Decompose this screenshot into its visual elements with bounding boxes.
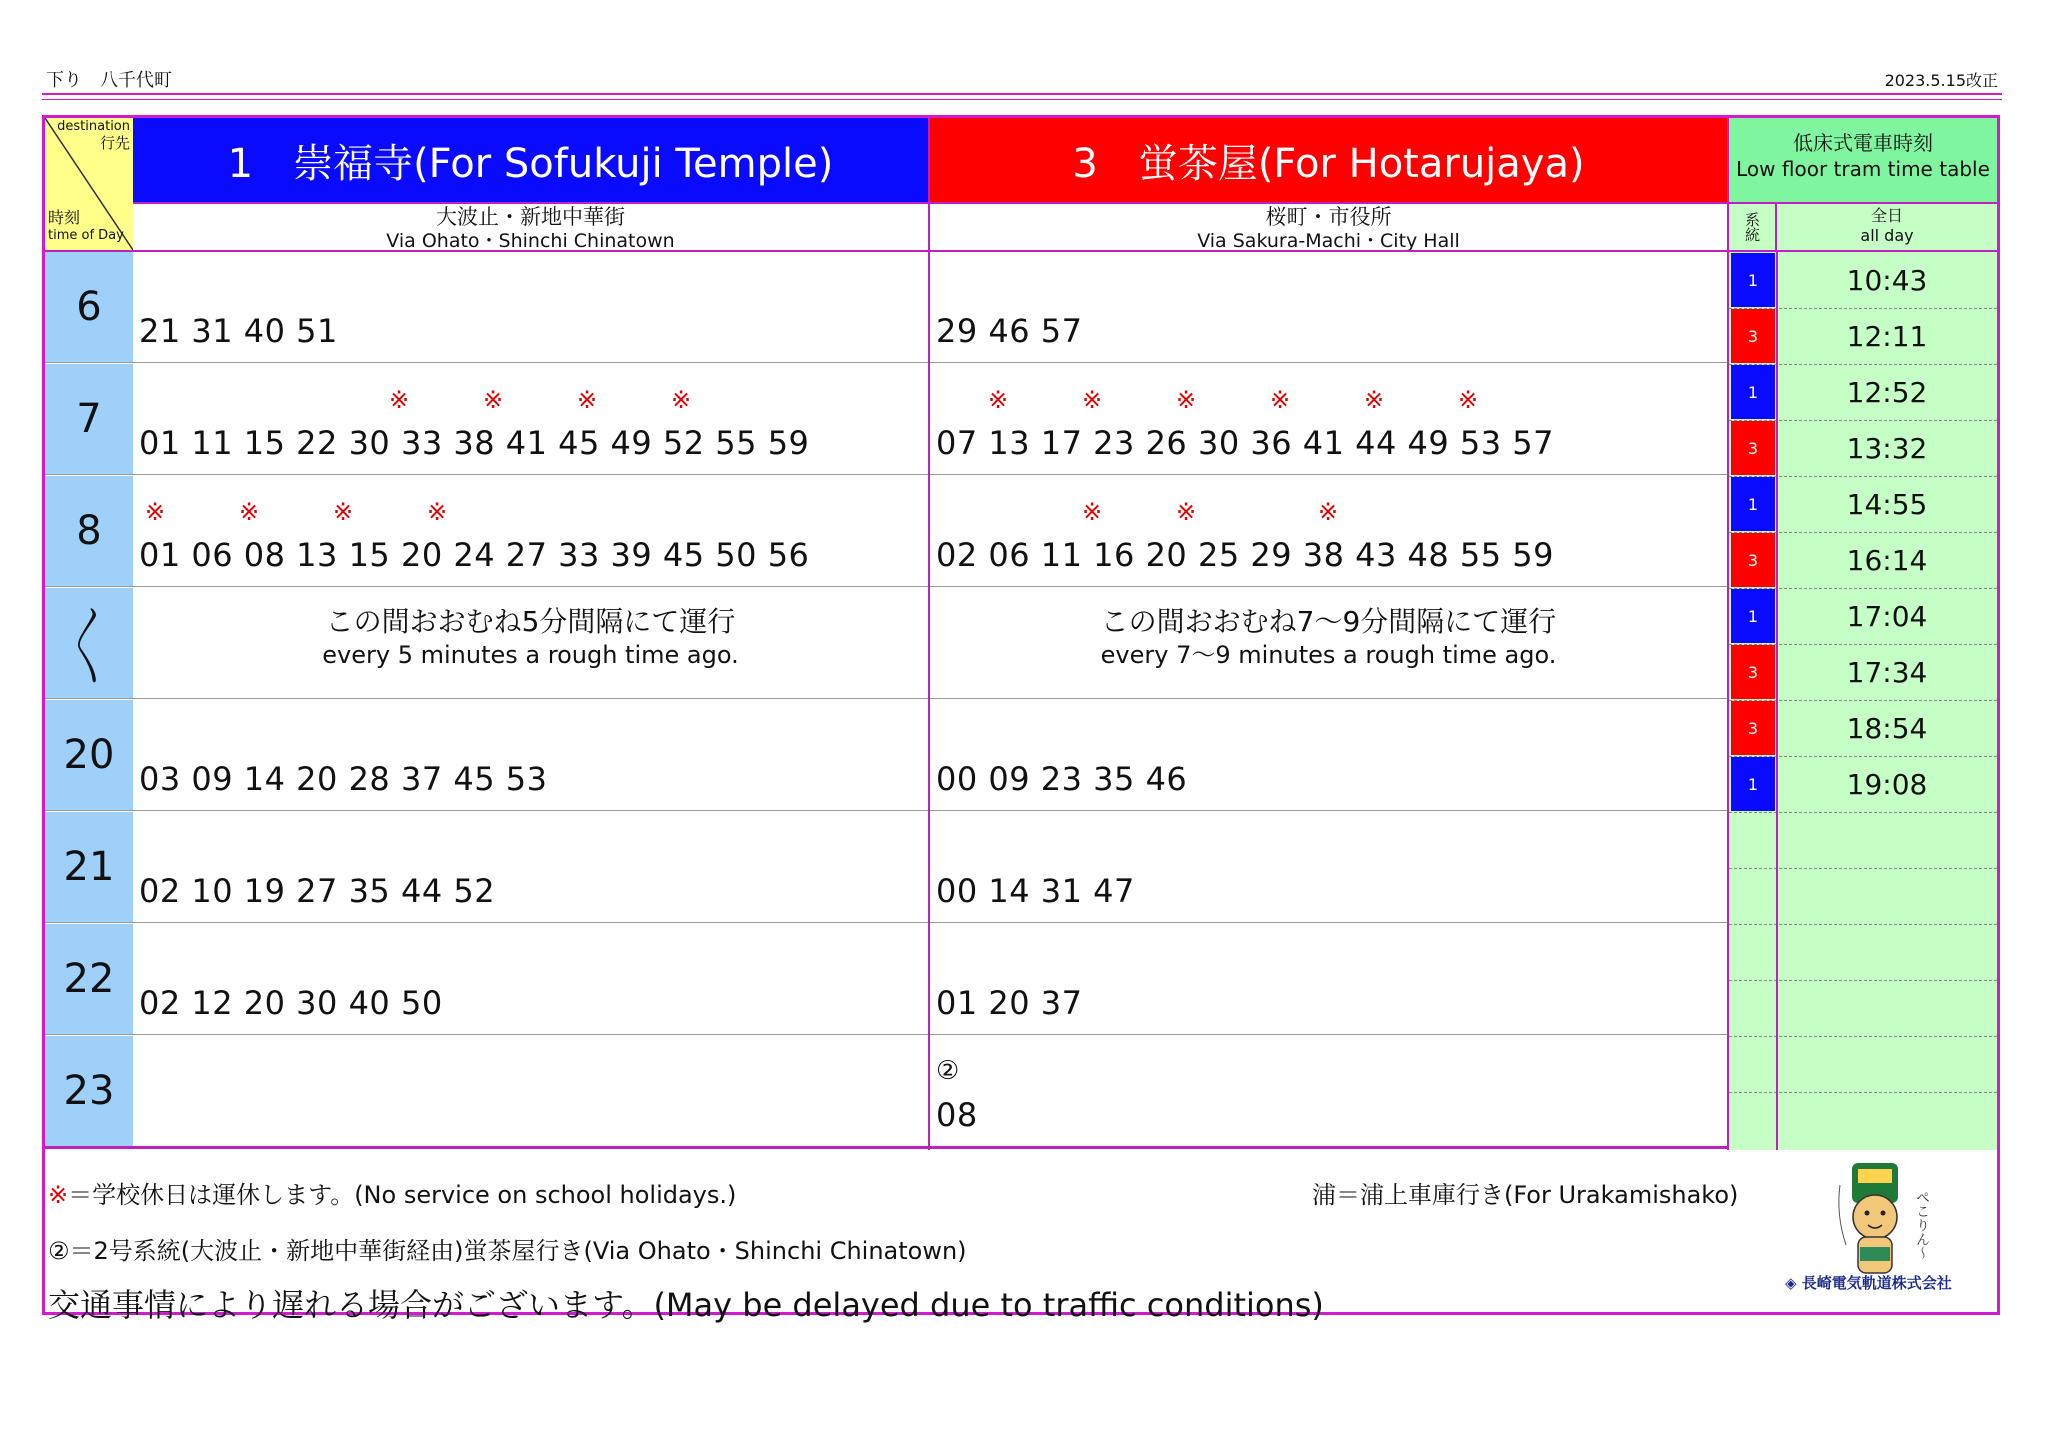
low-floor-column-separator — [1776, 252, 1778, 1150]
minutes-cell-route-3 — [930, 364, 1727, 476]
route-badge: 3 — [1731, 645, 1775, 699]
minutes-cell-route-3 — [930, 812, 1727, 924]
departure-minutes: 01 06 08 13 15 20 24 27 33 39 45 50 56 — [139, 536, 810, 574]
corner-time-ja: 時刻 — [48, 208, 81, 227]
row-divider — [45, 810, 1729, 811]
low-floor-row-divider — [1729, 756, 1997, 757]
departure-minutes: 03 09 14 20 28 37 45 53 — [139, 760, 548, 798]
row-divider — [45, 586, 1729, 587]
minutes-cell-route-3 — [930, 700, 1727, 812]
low-floor-time: 12:52 — [1846, 375, 1928, 409]
low-floor-row — [1729, 1092, 1997, 1148]
school-holiday-mark: ※ — [1176, 498, 1197, 526]
low-floor-row-divider — [1729, 588, 1997, 589]
low-floor-time: 17:04 — [1846, 599, 1928, 633]
low-floor-title-ja: 低床式電車時刻 — [1793, 131, 1933, 155]
low-floor-row-divider — [1729, 812, 1997, 813]
direction-label: 下り 八千代町 — [46, 70, 172, 91]
low-floor-row — [1729, 532, 1997, 588]
minutes-cell-route-1 — [133, 588, 928, 700]
route-badge: 3 — [1731, 309, 1775, 363]
low-floor-row-divider — [1729, 700, 1997, 701]
school-holiday-mark: ※ — [239, 498, 260, 526]
interval-note — [930, 604, 1727, 672]
low-floor-row — [1729, 644, 1997, 700]
route-badge: 3 — [1731, 701, 1775, 755]
minutes-cell-route-3 — [930, 924, 1727, 1036]
low-floor-row-divider — [1729, 364, 1997, 365]
low-floor-allday-en: all day — [1860, 226, 1914, 245]
minutes-cell-route-3 — [930, 588, 1727, 700]
low-floor-row-divider — [1729, 644, 1997, 645]
school-holiday-mark: ※ — [1082, 386, 1103, 414]
school-holiday-mark: ※ — [427, 498, 448, 526]
low-floor-row-divider — [1729, 476, 1997, 477]
route-1-via-ja: 大波止・新地中華街 — [436, 205, 625, 229]
low-floor-row — [1729, 420, 1997, 476]
low-floor-row-divider — [1729, 868, 1997, 869]
hour-cell: 21 — [45, 812, 133, 922]
route-badge: 1 — [1731, 365, 1775, 419]
revision-date: 2023.5.15改正 — [1884, 71, 1998, 90]
hour-cell: 7 — [45, 364, 133, 474]
departure-minutes: 00 14 31 47 — [936, 872, 1135, 910]
route-3-via-en: Via Sakura-Machi・City Hall — [1197, 230, 1460, 253]
corner-time-label — [48, 210, 124, 242]
hour-cell: 6 — [45, 252, 133, 362]
header-rule — [42, 93, 2002, 95]
route-badge: 1 — [1731, 253, 1775, 307]
school-holiday-mark: ※ — [1318, 498, 1339, 526]
row-divider — [45, 698, 1729, 699]
hour-cell: 20 — [45, 700, 133, 810]
low-floor-time: 18:54 — [1846, 711, 1928, 745]
low-floor-system-header: 系統 — [1729, 202, 1777, 250]
company-emblem-icon: ◈ — [1785, 1274, 1797, 1292]
hour-cell: 8 — [45, 476, 133, 586]
school-holiday-mark: ※ — [145, 498, 166, 526]
school-holiday-mark: ※ — [1364, 386, 1385, 414]
low-floor-row — [1729, 700, 1997, 756]
column-separator-left — [928, 118, 930, 1150]
departure-minutes: 01 20 37 — [936, 984, 1083, 1022]
footnote-school-holiday — [48, 1175, 736, 1210]
company-name — [1785, 1272, 1952, 1293]
corner-destination-label — [57, 120, 130, 151]
school-holiday-mark: ※ — [1082, 498, 1103, 526]
company-name-text: 長崎電気軌道株式会社 — [1801, 1274, 1952, 1292]
header-rule-thin — [42, 99, 2002, 100]
mascot-caption: ぺこりん～ — [1914, 1190, 1930, 1260]
low-floor-row-divider — [1729, 924, 1997, 925]
row-divider — [45, 474, 1729, 475]
school-holiday-mark: ※ — [988, 386, 1009, 414]
corner-dest-en: destination — [57, 119, 130, 134]
interval-note — [133, 604, 928, 672]
low-floor-row-divider — [1729, 308, 1997, 309]
column-separator-right — [1727, 118, 1729, 1150]
corner-header — [45, 118, 133, 250]
interval-note-en: every 7～9 minutes a rough time ago. — [1100, 641, 1557, 670]
corner-time-en: time of Day — [48, 228, 124, 243]
footnote-route-2: ②＝2号系統(大波止・新地中華街経由)蛍茶屋行き(Via Ohato・Shinchi Chinatown) — [48, 1237, 967, 1265]
low-floor-row-divider — [1729, 1036, 1997, 1037]
low-floor-row — [1729, 308, 1997, 364]
route-1-via-en: Via Ohato・Shinchi Chinatown — [386, 230, 675, 253]
route-badge: 1 — [1731, 757, 1775, 811]
departure-minutes: 07 13 17 23 26 30 36 41 44 49 53 57 — [936, 424, 1555, 462]
low-floor-row — [1729, 364, 1997, 420]
row-divider — [45, 1034, 1729, 1035]
minutes-cell-route-1 — [133, 1036, 928, 1148]
minutes-cell-route-3 — [930, 252, 1727, 364]
footnote-urakami: 浦＝浦上車庫行き(For Urakamishako) — [1312, 1181, 1739, 1209]
low-floor-row — [1729, 756, 1997, 812]
route-3-via-ja: 桜町・市役所 — [1265, 205, 1392, 229]
low-floor-title — [1729, 118, 1997, 202]
interval-note-ja: この間おおむね7～9分間隔にて運行 — [1100, 605, 1557, 638]
row-divider — [45, 362, 1729, 363]
low-floor-row — [1729, 476, 1997, 532]
hour-cell: 〱 — [45, 588, 133, 698]
route-badge: 3 — [1731, 421, 1775, 475]
school-holiday-mark: ※ — [671, 386, 692, 414]
footnote-school-holiday-text: ＝学校休日は運休します。(No service on school holidays.) — [68, 1181, 737, 1209]
departure-minutes: 02 10 19 27 35 44 52 — [139, 872, 496, 910]
low-floor-row — [1729, 252, 1997, 308]
corner-dest-ja: 行先 — [99, 134, 130, 152]
departure-minutes: 21 31 40 51 — [139, 312, 338, 350]
low-floor-row-divider — [1729, 532, 1997, 533]
route-badge: 1 — [1731, 477, 1775, 531]
minutes-cell-route-1 — [133, 924, 928, 1036]
hour-cell: 22 — [45, 924, 133, 1034]
low-floor-row — [1729, 868, 1997, 924]
school-holiday-mark: ※ — [333, 498, 354, 526]
low-floor-row-divider — [1729, 420, 1997, 421]
low-floor-allday-ja: 全日 — [1870, 206, 1903, 225]
low-floor-time: 12:11 — [1846, 319, 1928, 353]
low-floor-allday-header — [1777, 202, 1997, 250]
hour-cell: 23 — [45, 1036, 133, 1146]
footnote-mark: ※ — [48, 1181, 69, 1209]
school-holiday-mark: ※ — [483, 386, 504, 414]
route-2-marker: ② — [936, 1056, 960, 1086]
low-floor-time: 10:43 — [1846, 263, 1928, 297]
row-divider — [45, 922, 1729, 923]
low-floor-row — [1729, 1036, 1997, 1092]
minutes-cell-route-1 — [133, 812, 928, 924]
departure-minutes: 08 — [936, 1096, 978, 1134]
minutes-cell-route-1 — [133, 252, 928, 364]
low-floor-row — [1729, 924, 1997, 980]
low-floor-time: 16:14 — [1846, 543, 1928, 577]
departure-minutes: 02 12 20 30 40 50 — [139, 984, 443, 1022]
school-holiday-mark: ※ — [1270, 386, 1291, 414]
school-holiday-mark: ※ — [577, 386, 598, 414]
minutes-cell-route-1 — [133, 700, 928, 812]
interval-note-ja: この間おおむね5分間隔にて運行 — [325, 605, 736, 638]
low-floor-row-divider — [1729, 1092, 1997, 1093]
route-1-title: 1 崇福寺(For Sofukuji Temple) — [133, 118, 928, 202]
route-3-title: 3 蛍茶屋(For Hotarujaya) — [930, 118, 1727, 202]
row-divider — [45, 1146, 1729, 1149]
minutes-cell-route-1 — [133, 476, 928, 588]
low-floor-time: 14:55 — [1846, 487, 1928, 521]
school-holiday-mark: ※ — [389, 386, 410, 414]
footnote-delay: 交通事情により遅れる場合がございます。(May be delayed due to traffic conditions) — [48, 1286, 1324, 1324]
departure-minutes: 29 46 57 — [936, 312, 1083, 350]
low-floor-time: 17:34 — [1846, 655, 1928, 689]
low-floor-row — [1729, 588, 1997, 644]
low-floor-row — [1729, 980, 1997, 1036]
route-badge: 3 — [1731, 533, 1775, 587]
low-floor-row — [1729, 812, 1997, 868]
school-holiday-mark: ※ — [1176, 386, 1197, 414]
route-1-via — [133, 202, 928, 253]
route-3-via — [930, 202, 1727, 253]
interval-note-en: every 5 minutes a rough time ago. — [322, 641, 739, 670]
minutes-cell-route-3 — [930, 476, 1727, 588]
low-floor-time: 13:32 — [1846, 431, 1928, 465]
low-floor-time: 19:08 — [1846, 767, 1928, 801]
header-bottom-divider — [45, 250, 1997, 252]
departure-minutes: 01 11 15 22 30 33 38 41 45 49 52 55 59 — [139, 424, 810, 462]
school-holiday-mark: ※ — [1458, 386, 1479, 414]
route-badge: 1 — [1731, 589, 1775, 643]
departure-minutes: 02 06 11 16 20 25 29 38 43 48 55 59 — [936, 536, 1555, 574]
low-floor-title-en: Low floor tram time table — [1736, 157, 1990, 181]
minutes-cell-route-1 — [133, 364, 928, 476]
minutes-cell-route-3 — [930, 1036, 1727, 1148]
departure-minutes: 00 09 23 35 46 — [936, 760, 1188, 798]
low-floor-row-divider — [1729, 980, 1997, 981]
